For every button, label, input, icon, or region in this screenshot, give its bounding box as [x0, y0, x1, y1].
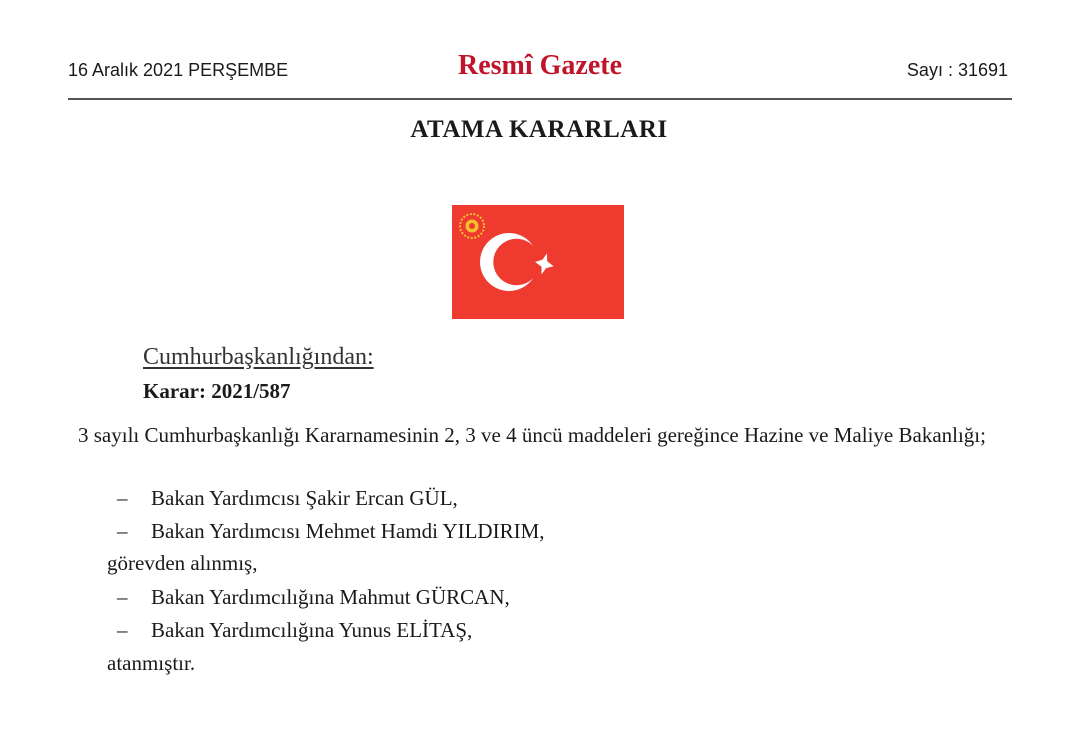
list-item [117, 486, 458, 511]
list-item [117, 519, 545, 544]
issuer-heading: Cumhurbaşkanlığından: [143, 344, 374, 370]
list-dash: – [117, 585, 128, 609]
removed-person-1: Bakan Yardımcısı Şakir Ercan GÜL, [151, 486, 458, 510]
decision-paragraph: 3 sayılı Cumhurbaşkanlığı Kararnamesinin 2, 3 ve 4 üncü maddeleri gereğince Hazine ve Maliye Bakanlığı; [78, 423, 986, 447]
appointed-suffix: atanmıştır. [107, 651, 196, 675]
appointed-person-2: Bakan Yardımcılığına Yunus ELİTAŞ, [151, 618, 473, 642]
list-dash: – [117, 618, 128, 642]
issue-number: Sayı : 31691 [906, 60, 1008, 80]
removed-suffix: görevden alınmış, [107, 551, 258, 575]
crescent-inner [493, 239, 539, 285]
gazette-title: Resmî Gazete [457, 50, 623, 81]
publication-date: 16 Aralık 2021 PERŞEMBE [68, 60, 289, 80]
list-item [117, 585, 510, 610]
decision-number: Karar: 2021/587 [143, 379, 291, 403]
section-title: ATAMA KARARLARI [410, 116, 668, 143]
list-dash: – [117, 519, 128, 543]
list-dash: – [117, 486, 128, 510]
gazette-header [68, 48, 1012, 100]
removed-person-2: Bakan Yardımcısı Mehmet Hamdi YILDIRIM, [151, 519, 545, 543]
appointed-person-1: Bakan Yardımcılığına Mahmut GÜRCAN, [151, 585, 510, 609]
turkish-flag-icon [452, 205, 624, 319]
list-item [117, 618, 472, 643]
